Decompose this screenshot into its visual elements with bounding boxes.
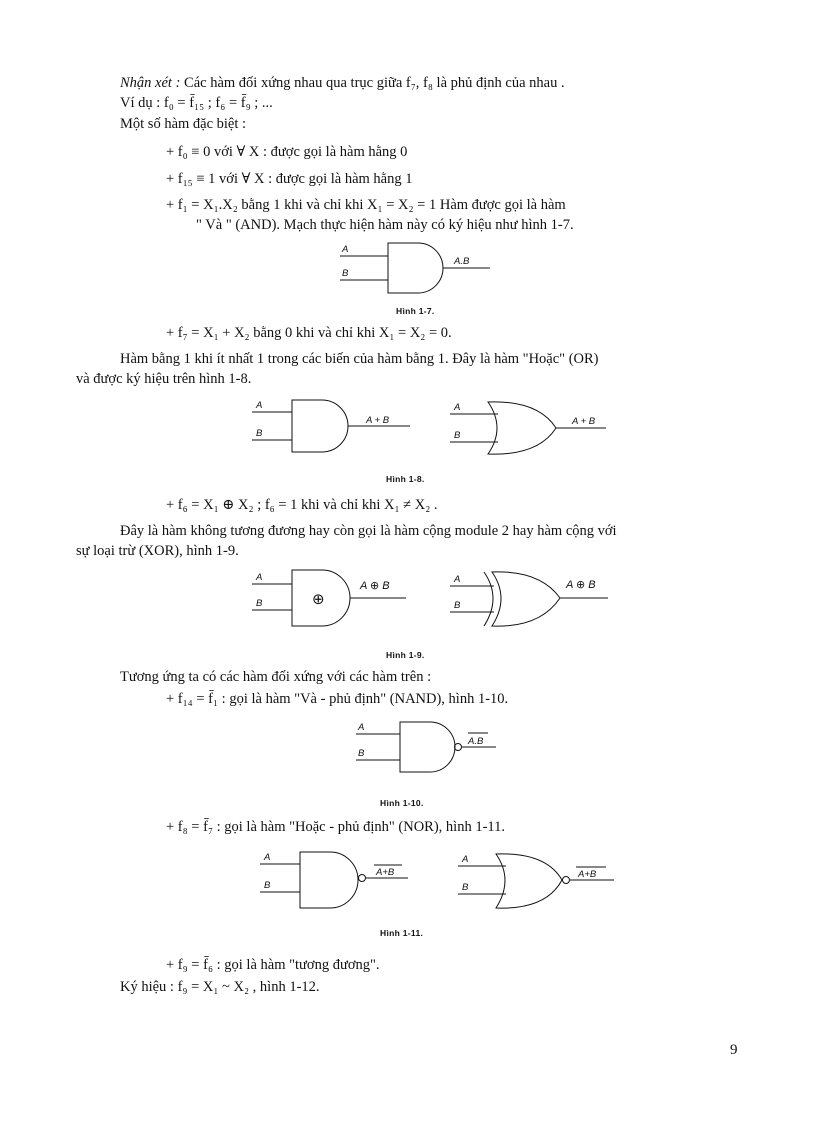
xor-left-input-a: A — [256, 572, 263, 583]
bullet-f1-line2: " Và " (AND). Mạch thực hiện hàm này có ký hiệu như hình 1-7. — [196, 217, 574, 233]
nor-right-input-a: A — [462, 854, 469, 865]
xor-left-input-b: B — [256, 598, 263, 609]
example-line: Ví dụ : f₀ = f̄₁₅ ; f₆ = f̄₉ ; ... — [120, 95, 273, 111]
xor-paragraph-line2: sự loại trừ (XOR), hình 1-9. — [76, 543, 239, 559]
or-left-input-b: B — [256, 428, 263, 439]
nand-gate-figure — [352, 720, 502, 774]
nand-output: A.B — [468, 736, 484, 747]
bullet-f15: + f₁₅ ≡ 1 với ∀ X : được gọi là hàm hằng 1 — [166, 171, 413, 187]
special-functions-heading: Một số hàm đặc biệt : — [120, 116, 247, 132]
caption-fig-1-10: Hình 1-10. — [380, 798, 424, 808]
remark-line — [120, 74, 565, 92]
page-number: 9 — [730, 1042, 738, 1058]
or-left-output: A + B — [366, 415, 390, 426]
xor-gate-left-figure — [250, 568, 420, 630]
xor-symbol: ⊕ — [312, 591, 325, 608]
xor-gate-right-figure — [448, 570, 618, 630]
or-right-input-b: B — [454, 430, 461, 441]
and-input-b: B — [342, 268, 349, 279]
caption-fig-1-9: Hình 1-9. — [386, 650, 425, 660]
xor-right-input-b: B — [454, 600, 461, 611]
nor-left-input-a: A — [264, 852, 271, 863]
nor-left-output: A+B — [376, 867, 395, 878]
bullet-f8: + f₈ = f̄₇ : gọi là hàm "Hoặc - phủ định" (NOR), hình 1-11. — [166, 819, 505, 835]
xor-left-output: A ⊕ B — [360, 580, 390, 592]
remark-label: Nhận xét : — [120, 75, 181, 91]
caption-fig-1-7: Hình 1-7. — [396, 306, 435, 316]
nor-gate-right-figure — [456, 852, 626, 912]
caption-fig-1-11: Hình 1-11. — [380, 928, 424, 938]
bullet-f7: + f₇ = X₁ + X₂ bằng 0 khi và chỉ khi X₁ = X₂ = 0. — [166, 325, 452, 341]
and-gate-figure — [330, 238, 500, 298]
remark-text: Các hàm đối xứng nhau qua trục giữa f₇, f₈ là phủ định của nhau . — [184, 75, 565, 91]
bullet-f0: + f₀ ≡ 0 với ∀ X : được gọi là hàm hằng 0 — [166, 144, 408, 160]
and-output: A.B — [454, 256, 470, 267]
bullet-f14: + f₁₄ = f̄₁ : gọi là hàm "Và - phủ định" (NAND), hình 1-10. — [166, 691, 509, 707]
or-gate-right-figure — [448, 400, 618, 460]
or-right-input-a: A — [454, 402, 461, 413]
symbol-line: Ký hiệu : f₉ = X₁ ~ X₂ , hình 1-12. — [120, 979, 320, 995]
nor-gate-left-figure — [258, 850, 418, 914]
or-left-input-a: A — [256, 400, 263, 411]
nand-input-a: A — [358, 722, 365, 733]
xor-right-output: A ⊕ B — [566, 579, 596, 591]
nor-right-output: A+B — [578, 869, 597, 880]
and-input-a: A — [342, 244, 349, 255]
or-gate-left-figure — [250, 398, 420, 460]
or-paragraph-line1: Hàm bằng 1 khi ít nhất 1 trong các biến của hàm bằng 1. Đây là hàm "Hoặc" (OR) — [120, 351, 599, 367]
or-right-output: A + B — [572, 416, 596, 427]
bullet-f6: + f₆ = X₁ ⊕ X₂ ; f₆ = 1 khi và chỉ khi X₁ ≠ X₂ . — [166, 497, 438, 513]
bullet-f9: + f₉ = f̄₆ : gọi là hàm "tương đương". — [166, 957, 380, 973]
bullet-f1-line1: + f₁ = X₁.X₂ bằng 1 khi và chỉ khi X₁ = X₂ = 1 Hàm được gọi là hàm — [166, 197, 566, 213]
nand-input-b: B — [358, 748, 365, 759]
or-paragraph-line2: và được ký hiệu trên hình 1-8. — [76, 371, 252, 387]
nor-left-input-b: B — [264, 880, 271, 891]
nor-right-input-b: B — [462, 882, 469, 893]
xor-paragraph-line1: Đây là hàm không tương đương hay còn gọi là hàm cộng module 2 hay hàm cộng với — [120, 523, 617, 539]
xor-right-input-a: A — [454, 574, 461, 585]
caption-fig-1-8: Hình 1-8. — [386, 474, 425, 484]
symmetric-functions-line: Tương ứng ta có các hàm đối xứng với các hàm trên : — [120, 669, 432, 685]
